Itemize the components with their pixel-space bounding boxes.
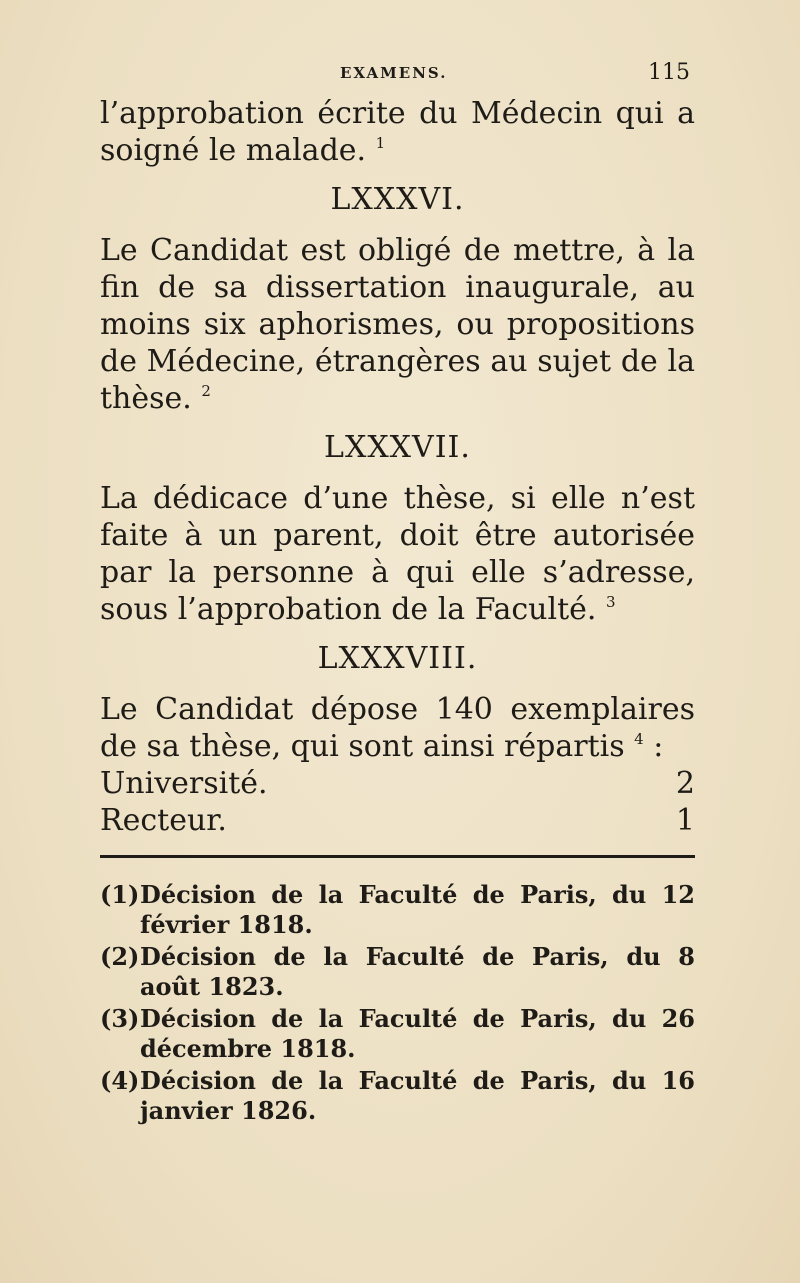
footnote-ref-1: 1 (375, 134, 386, 152)
footnote-text: Décision de la Faculté de Paris, du 26 décembre 1818. (140, 1004, 695, 1063)
footnote-text: Décision de la Faculté de Paris, du 12 février 1818. (140, 880, 695, 939)
footnote-text: Décision de la Faculté de Paris, du 8 août 1823. (140, 942, 695, 1001)
footnote-divider (100, 855, 695, 858)
footnote-number: (4) (100, 1066, 140, 1095)
footnote-ref-2: 2 (201, 382, 211, 400)
footnote-text: Décision de la Faculté de Paris, du 16 janvier 1826. (140, 1066, 695, 1125)
paragraph-88: Le Candidat dépose 140 exemplaires de sa thèse, qui sont ainsi répartis $^4$ : (100, 692, 695, 764)
page-header (100, 60, 690, 94)
distribution-count: 1 (675, 803, 695, 838)
distribution-count: 2 (675, 766, 695, 801)
distribution-row (100, 802, 695, 839)
footnote (100, 1004, 695, 1064)
footnote-number: (3) (100, 1004, 140, 1033)
footnote-number: (1) (100, 880, 140, 909)
distribution-row (100, 765, 695, 802)
section-heading-86: LXXXVI. (330, 182, 465, 217)
paragraph-87: La dédicace d’une thèse, si elle n’est faite à un parent, doit être autorisée par la personne à qui elle s’adresse, sous l’approbation de la Faculté. $^3$ (100, 481, 695, 627)
footnote-ref-3: 3 (605, 593, 616, 611)
footnotes (100, 880, 695, 1128)
running-head: EXAMENS. (340, 64, 448, 82)
footnote (100, 880, 695, 940)
footnote-number: (2) (100, 942, 140, 971)
distribution-label: Université. (100, 766, 268, 801)
footnote (100, 942, 695, 1002)
main-text (100, 95, 695, 839)
footnote-ref-4: 4 (634, 730, 644, 748)
section-heading-88: LXXXVIII. (317, 641, 478, 676)
distribution-label: Recteur. (100, 803, 227, 838)
footnote (100, 1066, 695, 1126)
paragraph-continuation: l’approbation écrite du Médecin qui a soigné le malade. $^1$ (100, 96, 695, 168)
section-heading-87: LXXXVII. (324, 430, 471, 465)
page-number: 115 (648, 60, 690, 85)
paragraph-86: Le Candidat est obligé de mettre, à la fin de sa dissertation inaugurale, au moins six aphorismes, ou propositions de Médecine, étrangères au sujet de la thèse. $^2$ (100, 233, 695, 416)
